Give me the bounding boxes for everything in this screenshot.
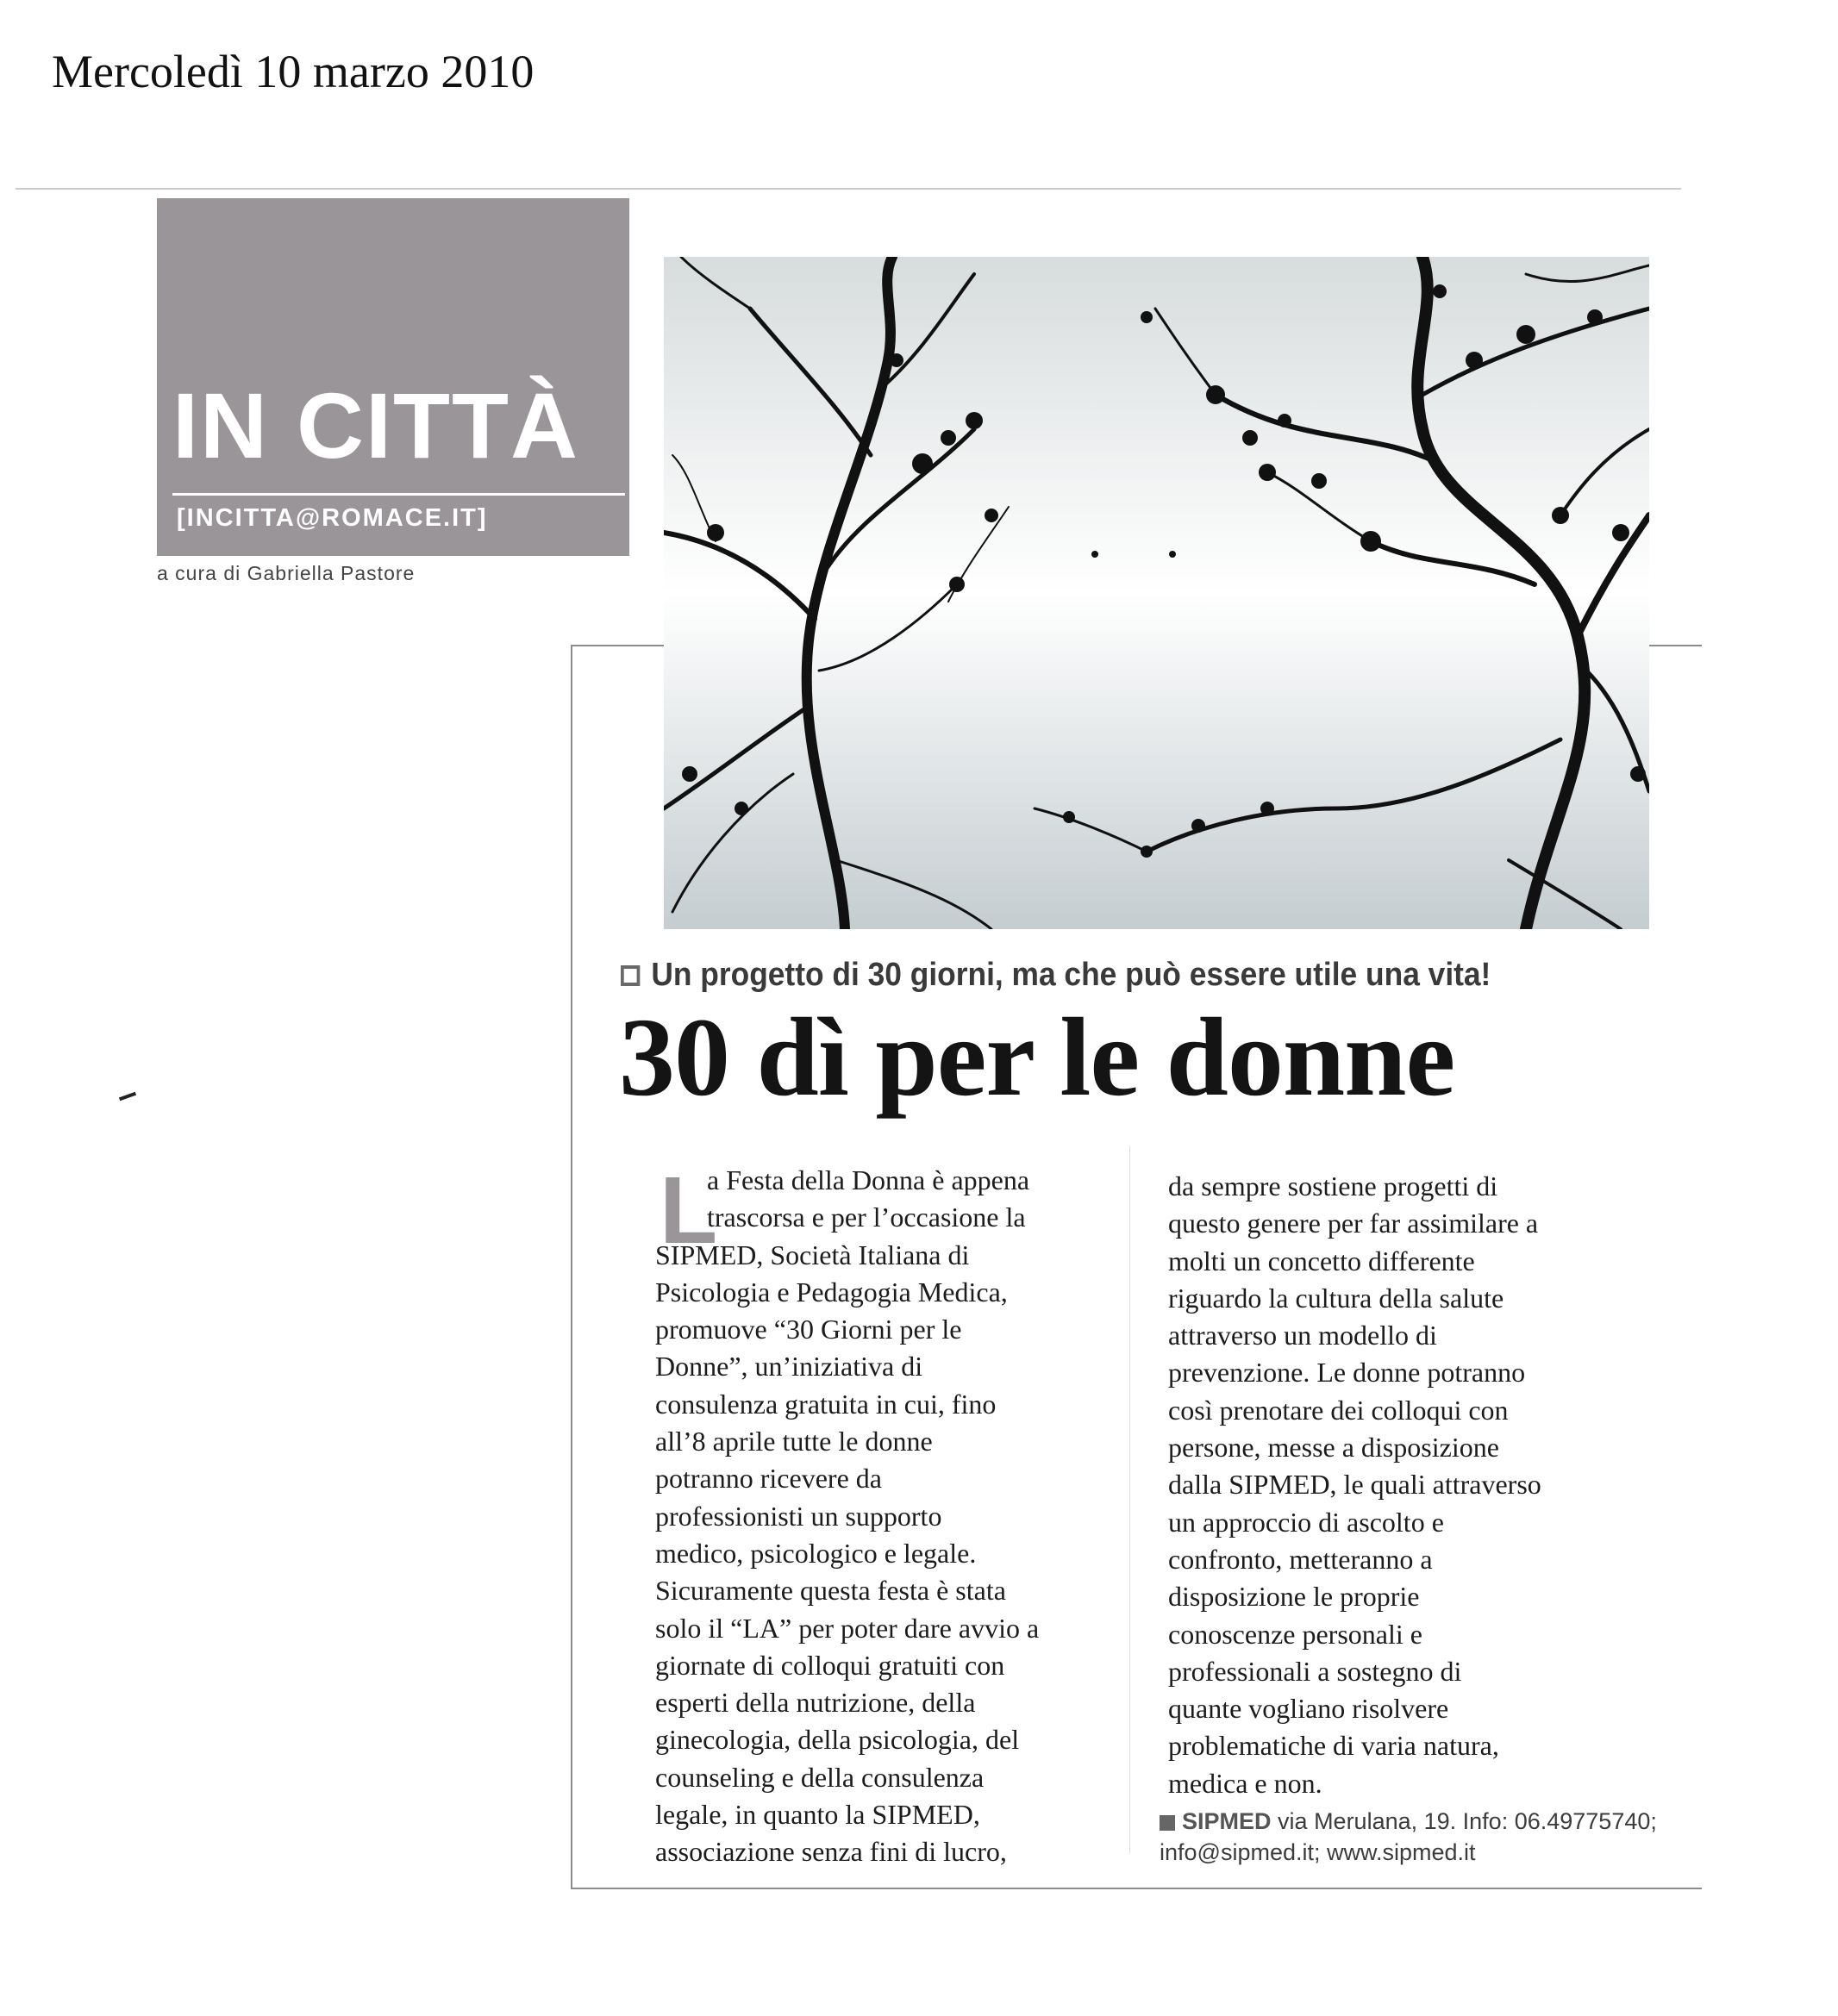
article-text-line: conoscenze personali e	[1168, 1618, 1422, 1650]
article-text-line: medica e non.	[1168, 1767, 1322, 1799]
article-text-line: potranno ricevere da	[655, 1463, 882, 1495]
article-text-line: attraverso un modello di	[1168, 1320, 1437, 1351]
article-text-line: consulenza gratuita in cui, fino	[655, 1388, 997, 1420]
article-column-left	[655, 1158, 1040, 1871]
footer-org: SIPMED	[1182, 1808, 1272, 1834]
article-text-line: professionali a sostegno di	[1168, 1655, 1462, 1687]
article-text-line: così prenotare dei colloqui con	[1168, 1394, 1509, 1426]
article-text-line: counseling e della consulenza	[655, 1761, 985, 1793]
footer-address: via Merulana, 19. Info: 06.49775740;	[1278, 1808, 1657, 1834]
column-divider	[1129, 1146, 1130, 1853]
article-kicker	[621, 957, 1491, 994]
article-text-line: confronto, metteranno a	[1168, 1543, 1433, 1575]
article-text-line: prevenzione. Le donne potranno	[1168, 1357, 1526, 1389]
article-text-line: disposizione le proprie	[1168, 1581, 1420, 1613]
article-text-line: associazione senza fini di lucro,	[655, 1836, 1007, 1868]
article-text-line: quante vogliano risolvere	[1168, 1693, 1449, 1725]
article-text-line: all’8 aprile tutte le donne	[655, 1426, 933, 1457]
article-text-line: promuove “30 Giorni per le	[655, 1314, 962, 1345]
article-headline: 30 dì per le donne	[619, 996, 1455, 1120]
article-text-line: SIPMED, Società Italiana di	[655, 1239, 970, 1270]
section-email: [INCITTA@ROMACE.IT]	[177, 504, 488, 532]
article-text-line: ginecologia, della psicologia, del	[655, 1724, 1020, 1756]
tree-silhouette-image	[664, 257, 1649, 929]
article-text-line: molti un concetto differente	[1168, 1245, 1475, 1276]
article-text-line: persone, messe a disposizione	[1168, 1432, 1499, 1464]
article-text-line: solo il “LA” per poter dare avvio a	[655, 1612, 1040, 1644]
article-text-line: esperti della nutrizione, della	[655, 1687, 976, 1719]
clipping-edge-rule	[16, 188, 1681, 190]
article-text-line: Psicologia e Pedagogia Medica,	[655, 1276, 1008, 1308]
article-text-line: professionisti un supporto	[655, 1500, 942, 1532]
drop-cap: L	[660, 1158, 718, 1264]
kicker-square-icon	[621, 965, 640, 986]
article-text-line: trascorsa e per l’occasione la	[707, 1201, 1026, 1233]
kicker-text: Un progetto di 30 giorni, ma che può essere utile una vita!	[651, 957, 1491, 993]
section-divider	[172, 493, 625, 496]
article-text-line: dalla SIPMED, le quali attraverso	[1168, 1469, 1541, 1501]
article-text-line: riguardo la cultura della salute	[1168, 1282, 1504, 1314]
article-text-line: problematiche di varia natura,	[1168, 1730, 1499, 1762]
article-text-line: medico, psicologico e legale.	[655, 1537, 977, 1569]
article-text-line: giornate di colloqui gratuiti con	[655, 1649, 1005, 1681]
article-column-right	[1168, 1168, 1541, 1802]
article-footer	[1160, 1806, 1657, 1868]
article-text-line: Sicuramente questa festa è stata	[655, 1575, 1006, 1607]
curator-credit: a cura di Gabriella Pastore	[157, 562, 416, 584]
footer-contacts: info@sipmed.it; www.sipmed.it	[1160, 1839, 1476, 1865]
section-title: IN CITTÀ	[172, 373, 579, 477]
footer-square-icon	[1160, 1815, 1175, 1831]
article-text-line: da sempre sostiene progetti di	[1168, 1170, 1498, 1201]
article-photo	[664, 257, 1649, 929]
article-text-line: Donne”, un’iniziativa di	[655, 1351, 923, 1382]
article-text-line: un approccio di ascolto e	[1168, 1506, 1444, 1538]
date-header: Mercoledì 10 marzo 2010	[52, 46, 535, 97]
article-text-line: questo genere per far assimilare a	[1168, 1208, 1539, 1239]
article-text-line: a Festa della Donna è appena	[707, 1164, 1030, 1195]
article-text-line: legale, in quanto la SIPMED,	[655, 1799, 980, 1831]
scan-artifact-mark	[119, 1092, 136, 1102]
